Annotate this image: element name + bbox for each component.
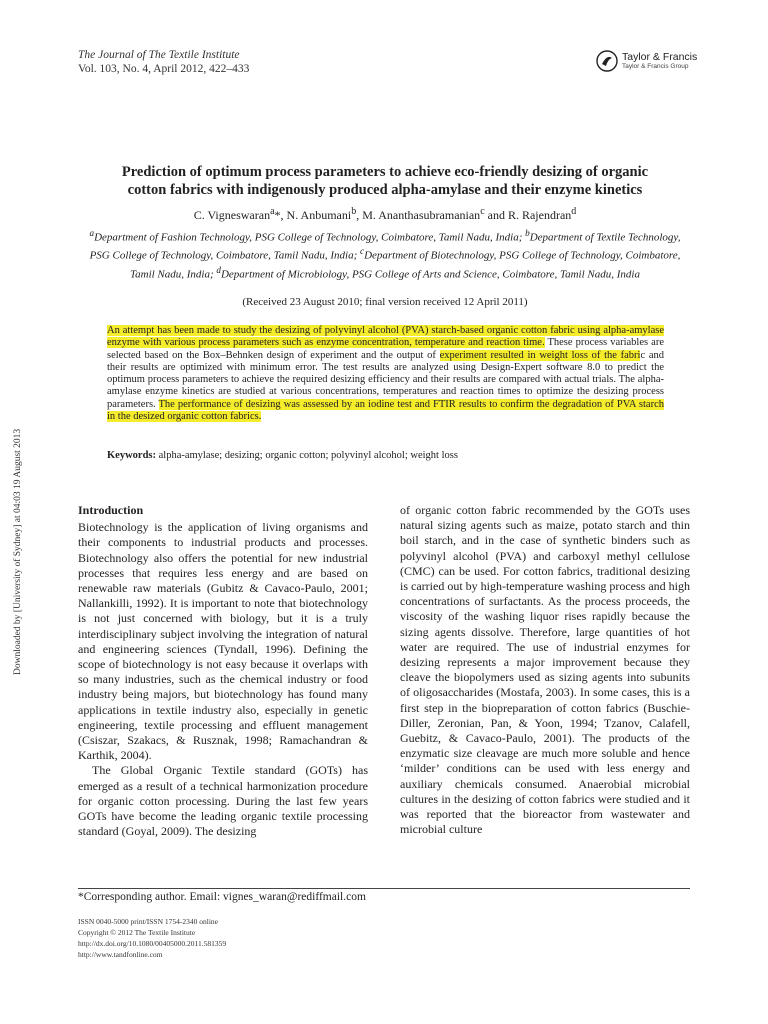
paragraph: The Global Organic Textile standard (GOTs) has emerged as a result of a technical harmonization procedure for organic cotton processing. During the last few years GOTs have become the leading organic textile processing standard (Goyal, 2009). The desizing	[78, 763, 368, 839]
author-sup: c	[480, 206, 485, 217]
abstract-text: c and their results are optimized with minimum error. The test results are analyzed using Design-Expert software 8.0 to predict the optimum process parameters to achieve the required desizing efficiency and their results are compared with actual trials. The alpha-amylase enzyme kinetics are studied at various concentrations, temperatures and reaction times to optimize the desizing process parameters.	[107, 349, 664, 410]
publisher-logo	[596, 50, 716, 74]
download-sidebar	[8, 340, 22, 680]
title-line-1: Prediction of optimum process parameters to achieve eco-friendly desizing of organic	[121, 164, 649, 180]
article-title	[90, 163, 680, 199]
website-link[interactable]: http://www.tandfonline.com	[78, 950, 163, 959]
publisher-group: Taylor & Francis Group	[622, 63, 689, 70]
author-name: R. Rajendran	[507, 208, 572, 222]
journal-title: The Journal of The Textile Institute	[78, 49, 240, 61]
author-name: M. Ananthasubramanian	[362, 208, 481, 222]
paragraph: Biotechnology is the application of living organisms and their components to industrial products and processes. Biotechnology also offers the potential for new industrial processes that requires less energy and are based on renewable raw materials (Gubitz & Cavaco-Paulo, 2001; Nallankilli, 1992). It is important to note that biotechnology is not just concerned with biology, but it is a truly interdisciplinary subject involving the integration of natural and engineering sciences (Tyndall, 1996). Defining the scope of biotechnology is not easy because it overlaps with so many industries, such as the chemical industry or food industry being majors, but biotechnology has found many applications in textile industry also, especially in genetic engineering, textile processing and effluent management (Csiszar, Szakacs, & Rusznak, 1998; Ramachandran & Karthik, 2004).	[78, 520, 368, 763]
keywords-text: alpha-amylase; desizing; organic cotton; polyvinyl alcohol; weight loss	[156, 450, 458, 461]
corresponding-star: *	[274, 208, 281, 222]
journal-header	[78, 48, 249, 76]
author-sup: a	[270, 206, 275, 217]
abstract-text: These process variables are selected based on the Box–Behnken design of experiment and the output of	[107, 337, 664, 361]
abstract-highlight: experiment resulted in weight loss of the fabri	[439, 349, 641, 361]
taylor-francis-logo-icon	[596, 50, 618, 72]
body-column-right	[400, 503, 690, 837]
abstract	[107, 325, 664, 423]
affiliations	[80, 227, 690, 282]
author-list: C. Vigneswaran$^a$*, N. Anbumani$^b$, M. Ananthasubramanian$^c$ and R. Rajendran$^d$	[193, 206, 577, 222]
footnote-rule	[78, 888, 690, 889]
journal-volume: Vol. 103, No. 4, April 2012, 422–433	[78, 63, 250, 75]
received-dates: (Received 23 August 2010; final version received 12 April 2011)	[242, 296, 528, 308]
publisher-name: Taylor & Francis	[622, 51, 698, 63]
issn: ISSN 0040-5000 print/ISSN 1754-2340 online	[78, 917, 219, 926]
affiliation: Department of Fashion Technology, PSG College of Technology, Coimbatore, Tamil Nadu, India;	[94, 231, 526, 244]
affil-sup: d	[216, 264, 221, 275]
affiliation: Department of Microbiology, PSG College of Arts and Science, Coimbatore, Tamil Nadu, India	[220, 268, 640, 281]
body-column-left	[78, 503, 368, 839]
doi-link[interactable]: http://dx.doi.org/10.1080/00405000.2011.581359	[78, 939, 227, 948]
author-sup: b	[351, 206, 357, 217]
author-name: C. Vigneswaran	[193, 208, 271, 222]
title-line-2: cotton fabrics with indigenously produced alpha-amylase and their enzyme kinetics	[127, 182, 643, 198]
affil-sup: c	[360, 246, 365, 257]
author-name: N. Anbumani	[286, 208, 352, 222]
affil-sup: b	[525, 228, 530, 238]
keywords-label: Keywords:	[107, 450, 156, 461]
paragraph: of organic cotton fabric recommended by the GOTs uses natural sizing agents such as maize, potato starch and thin boil starch, and in the case of synthetic binders such as polyvinyl alcohol (PVA) and carboxyl methyl cellulose (CMC) can be used. For cotton fabrics, traditional desizing is carried out by high-temperature washing process and high concentrations of surfactants. As the process proceeds, the viscosity of the washing liquor rises rapidly because the sizing agents dissolve. Therefore, large quantities of hot water are required. The use of industrial enzymes for desizing represents a major improvement because they cleave the biopolymers used as sizing agents into subunits of oligosaccharides (Mostafa, 2003). In some cases, this is a first step in the biopreparation of cotton fabrics (Buschie-Diller, Zeronian, Pan, & Yoon, 1994; Tzanov, Calafell, Guebitz, & Cavaco-Paulo, 2001). The products of the enzymatic size cleavage are much more soluble and hence ‘milder’ conditions can be used with less energy and auxiliary chemicals consumed. Anaerobial microbial cultures in the desizing of cotton fabrics were studied and it was reported that the bioreactor from wastewater and microbial culture	[400, 503, 690, 837]
affiliation: Department of Textile Technology, PSG College of Technology, Coimbatore, Tamil Nadu, India;	[89, 231, 681, 262]
affiliation: Department of Biotechnology, PSG College of Technology, Coimbatore, Tamil Nadu, India;	[130, 249, 681, 281]
keywords	[107, 450, 664, 461]
author-sup: d	[571, 206, 577, 217]
section-heading: Introduction	[78, 503, 144, 517]
affil-sup: a	[89, 228, 95, 238]
abstract-highlight: The performance of desizing was assessed by an iodine test and FTIR results to confirm the degradation of PVA starch in the desized organic cotton fabrics.	[107, 398, 665, 423]
abstract-highlight: An attempt has been made to study the desizing of polyvinyl alcohol (PVA) starch-based organic cotton fabric using alpha-amylase enzyme with various process parameters such as enzyme concentration, temperature and reaction time.	[107, 325, 664, 349]
copyright: Copyright © 2012 The Textile Institute	[78, 928, 196, 937]
corresponding-author: *Corresponding author. Email: vignes_waran@rediffmail.com	[78, 891, 366, 903]
publication-info	[78, 916, 226, 960]
download-notice: Downloaded by [University of Sydney] at 04:03 19 August 2013	[13, 428, 23, 675]
